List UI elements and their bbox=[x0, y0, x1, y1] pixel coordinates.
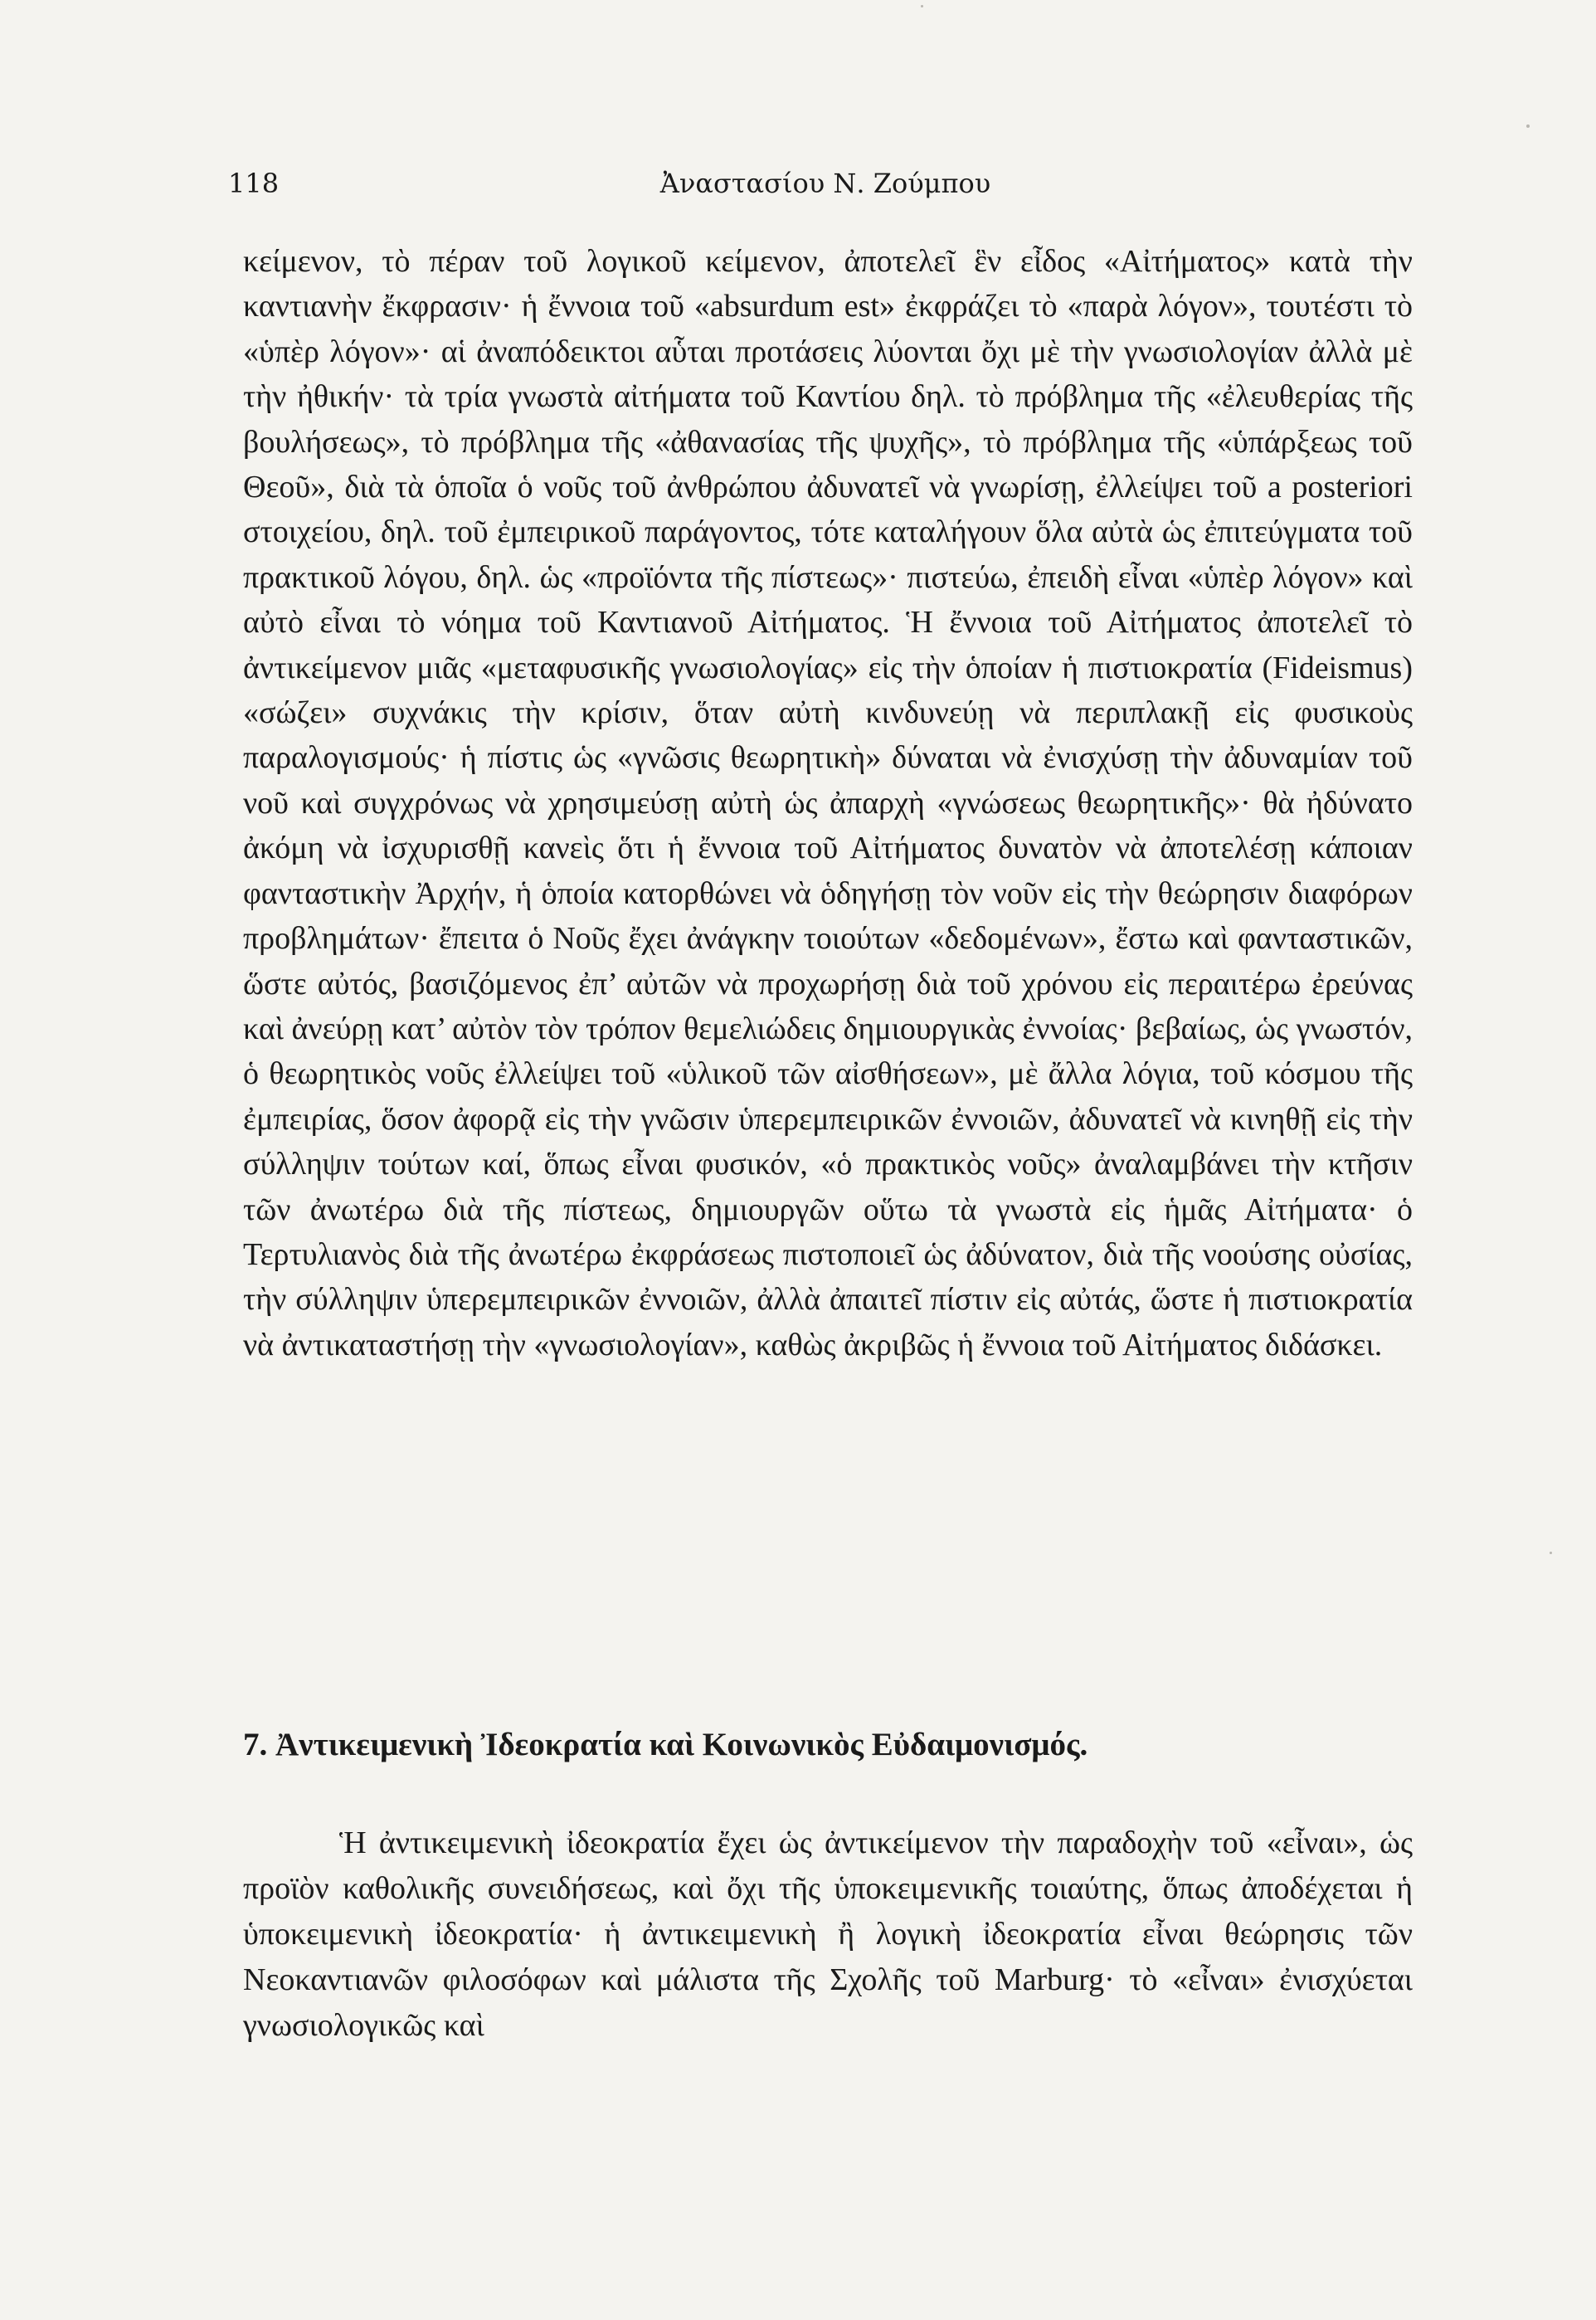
scan-speck bbox=[1526, 124, 1530, 128]
scan-speck bbox=[1550, 1552, 1552, 1554]
section-heading: 7. Ἀντικειμενικὴ Ἰδεοκρατία καὶ Κοινωνικὸς Εὐδαιμονισμός. bbox=[243, 1727, 1088, 1762]
running-head: Ἀναστασίου Ν. Ζούμπου bbox=[659, 168, 991, 199]
body-paragraph-continuation: κείμενον, τὸ πέραν τοῦ λογικοῦ κείμενον, ἀποτελεῖ ἓν εἶδος «Αἰτήματος» κατὰ τὴν καντιανὴν ἔκφρασιν· ἡ ἔννοια τοῦ «absurdum est» ἐκφράζει τὸ «παρὰ λόγον», τουτέστι τὸ «ὑπὲρ λόγον»· αἱ ἀναπόδεικτοι αὗται προτάσεις λύονται ὄχι μὲ τὴν γνωσιολογίαν ἀλλὰ μὲ τὴν ἠθικήν· τὰ τρία γνωστὰ αἰτήματα τοῦ Καντίου δηλ. τὸ πρόβλημα τῆς «ἐλευθερίας τῆς βουλήσεως», τὸ πρόβλημα τῆς «ἀθανασίας τῆς ψυχῆς», τὸ πρόβλημα τῆς «ὑπάρξεως τοῦ Θεοῦ», διὰ τὰ ὁποῖα ὁ νοῦς τοῦ ἀνθρώπου ἀδυνατεῖ νὰ γνωρίσῃ, ἐλλείψει τοῦ a posteriori στοιχείου, δηλ. τοῦ ἐμπειρικοῦ παράγοντος, τότε καταλήγουν ὅλα αὐτὰ ὡς ἐπιτεύγματα τοῦ πρακτικοῦ λόγου, δηλ. ὡς «προϊόντα τῆς πίστεως»· πιστεύω, ἐπειδὴ εἶναι «ὑπὲρ λόγον» καὶ αὐτὸ εἶναι τὸ νόημα τοῦ Καντιανοῦ Αἰτήματος. Ἡ ἔννοια τοῦ Αἰτήματος ἀποτελεῖ τὸ ἀντικείμενον μιᾶς «μεταφυσικῆς γνωσιολογίας» εἰς τὴν ὁποίαν ἡ πιστιοκρατία (Fideismus) «σώζει» συχνάκις τὴν κρίσιν, ὅταν αὐτὴ κινδυνεύῃ νὰ περιπλακῇ εἰς φυσικοὺς παραλογισμούς· ἡ πίστις ὡς «γνῶσις θεωρητικὴ» δύναται νὰ ἐνισχύσῃ τὴν ἀδυναμίαν τοῦ νοῦ καὶ συγχρόνως νὰ χρησιμεύσῃ αὐτὴ ὡς ἀπαρχὴ «γνώσεως θεωρητικῆς»· θὰ ἠδύνατο ἀκόμη νὰ ἰσχυρισθῇ κανεὶς ὅτι ἡ ἔννοια τοῦ Αἰτήματος δυνατὸν νὰ ἀποτελέσῃ κάποιαν φανταστικὴν Ἀρχήν, ἡ ὁποία κατορθώνει νὰ ὁδηγήσῃ τὸν νοῦν εἰς τὴν θεώρησιν διαφόρων προβλημάτων· ἔπειτα ὁ Νοῦς ἔχει ἀνάγκην τοιούτων «δεδομένων», ἔστω καὶ φανταστικῶν, ὥστε αὐτός, βασιζόμενος ἐπ’ αὐτῶν νὰ προχωρήσῃ διὰ τοῦ χρόνου εἰς περαιτέρω ἐρεύνας καὶ ἀνεύρῃ κατ’ αὐτὸν τὸν τρόπον θεμελιώδεις δημιουργικὰς ἐννοίας· βεβαίως, ὡς γνωστόν, ὁ θεωρητικὸς νοῦς ἐλλείψει τοῦ «ὑλικοῦ τῶν αἰσθήσεων», μὲ ἄλλα λόγια, τοῦ κόσμου τῆς ἐμπειρίας, ὅσον ἀφορᾷ εἰς τὴν γνῶσιν ὑπερεμπειρικῶν ἐννοιῶν, ἀδυνατεῖ νὰ κινηθῇ εἰς τὴν σύλληψιν τούτων καί, ὅπως εἶναι φυσικόν, «ὁ πρακτικὸς νοῦς» ἀναλαμβάνει τὴν κτῆσιν τῶν ἀνωτέρω διὰ τῆς πίστεως, δημιουργῶν οὕτω τὰ γνωστὰ εἰς ἡμᾶς Αἰτήματα· ὁ Τερτυλιανὸς διὰ τῆς ἀνωτέρω ἐκφράσεως πιστοποιεῖ ὡς ἀδύνατον, διὰ τῆς νοούσης οὐσίας, τὴν σύλληψιν ὑπερεμπειρικῶν ἐννοιῶν, ἀλλὰ ἀπαιτεῖ πίστιν εἰς αὐτάς, ὥστε ἡ πιστιοκρατία νὰ ἀντικαταστήσῃ τὴν «γνωσιολογίαν», καθὼς ἀκριβῶς ἡ ἔννοια τοῦ Αἰτήματος διδάσκει. bbox=[243, 244, 1413, 1362]
page-number: 118 bbox=[228, 168, 280, 199]
section-paragraph: Ἡ ἀντικειμενικὴ ἰδεοκρατία ἔχει ὡς ἀντικείμενον τὴν παραδοχὴν τοῦ «εἶναι», ὡς προϊὸν καθολικῆς συνειδήσεως, καὶ ὄχι τῆς ὑποκειμενικῆς τοιαύτης, ὅπως ἀποδέχεται ἡ ὑποκειμενικὴ ἰδεοκρατία· ἡ ἀντικειμενικὴ ἢ λογικὴ ἰδεοκρατία εἶναι θεώρησις τῶν Νεοκαντιανῶν φιλοσόφων καὶ μάλιστα τῆς Σχολῆς τοῦ Marburg· τὸ «εἶναι» ἐνισχύεται γνωσιολογικῶς καὶ bbox=[243, 1825, 1413, 2043]
scan-speck bbox=[921, 5, 923, 7]
page-header bbox=[228, 163, 1423, 204]
